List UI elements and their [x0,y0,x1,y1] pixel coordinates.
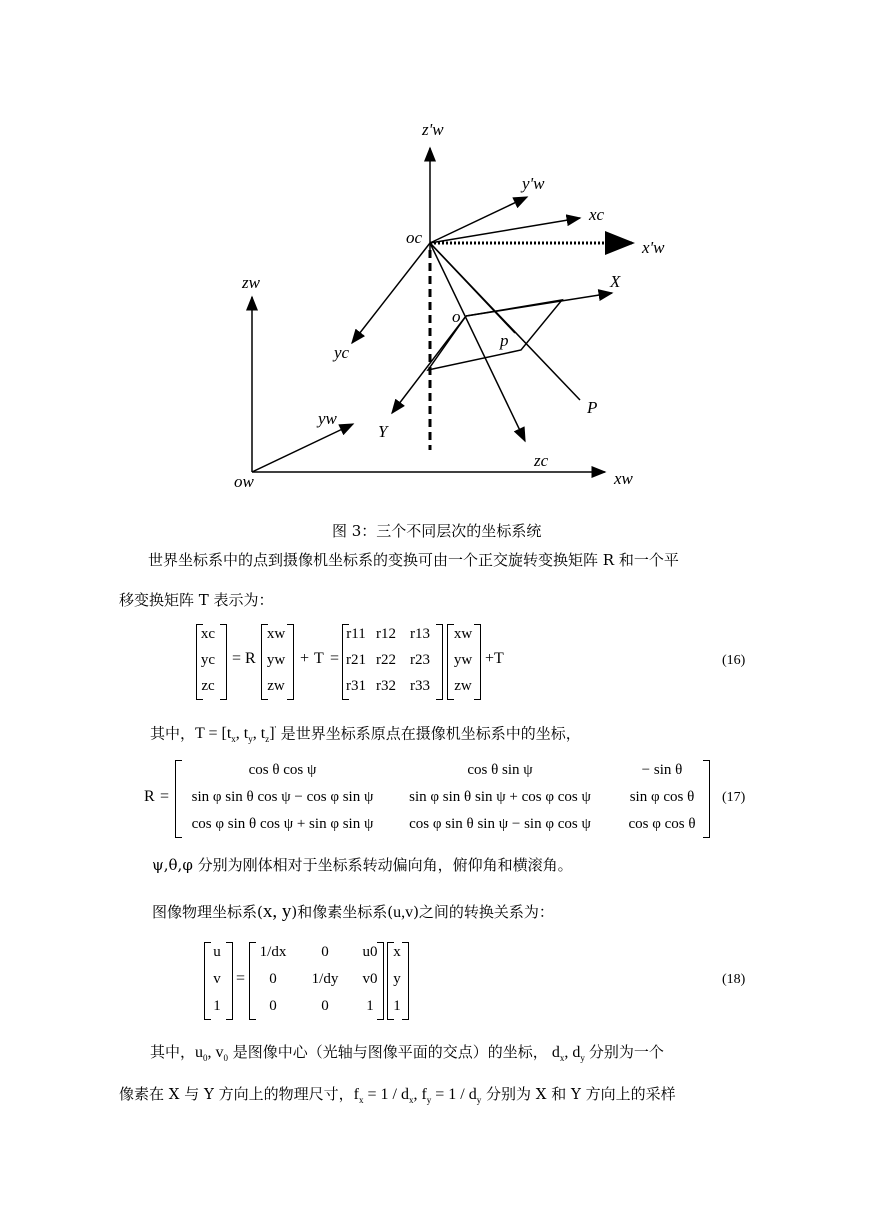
label-yw-prime: y'w [522,174,545,193]
eq17-r12: cos θ sin ψ [467,762,533,778]
eq16-r32: r32 [376,678,396,694]
label-zc: zc [534,451,549,470]
label-yw: yw [318,409,337,428]
xc-axis [430,218,580,243]
label-Y: Y [378,422,388,441]
eq17-r11: cos θ cos ψ [248,762,317,778]
para-6: 像素在 X 与 Y 方向上的物理尺寸，$f_x = 1 / d_x$, $f_y = 1 / d_y$ 分别为 X 和 Y 方向上的采样 [119,1085,676,1106]
equation-17: R = cos θ cos ψ cos θ sin ψ − sin θ sin φ sin θ cos ψ − cos φ sin ψ sin φ sin θ sin ψ + cos φ cos ψ sin φ cos θ cos φ sin θ cos ψ + sin φ sin ψ cos φ sin θ sin ψ − sin φ cos ψ cos φ cos θ (17) [0,758,869,840]
eq17-r31: cos φ sin θ cos ψ + sin φ sin ψ [191,816,374,832]
eq16-r13: r13 [410,626,430,642]
eq17-number: (17) [722,790,746,805]
eq16-r22: r22 [376,652,396,668]
eq17-r32: cos φ sin θ sin ψ − sin φ cos ψ [409,816,591,832]
label-P: P [587,398,598,417]
label-xw-prime: x'w [642,238,665,257]
eq18-number: (18) [722,972,746,987]
label-xw: xw [614,469,633,488]
eq18-lhs-3: 1 [213,998,221,1014]
eq18-lhs-2: v [213,971,221,987]
eq16-number: (16) [722,653,746,668]
eq17-r33: cos φ cos θ [628,816,696,832]
label-zw-prime: z'w [422,120,444,139]
label-X: X [610,272,621,291]
eq18-k33: 1 [366,998,374,1014]
para-1-line-1: 世界坐标系中的点到摄像机坐标系的变换可由一个正交旋转变换矩阵 R 和一个平 [148,551,679,569]
eq18-rhs-1: x [393,944,401,960]
label-xc: xc [589,205,605,224]
eq16-r33: r33 [410,678,430,694]
label-p: p [500,331,509,350]
para-5: 其中，$u_0$, $v_0$ 是图像中心（光轴与图像平面的交点）的坐标， $d_x$, $d_y$ 分别为一个 [150,1043,664,1064]
eq16-w-1: xw [266,626,286,642]
eq18-k32: 0 [321,998,329,1014]
eq16-lhs-1: xc [200,626,216,642]
figure-caption: 图 3：三个不同层次的坐标系统 [332,522,542,540]
eq18-k21: 0 [269,971,277,987]
eq16-lhs-3: zc [201,678,215,694]
coordinate-systems-figure [0,0,869,500]
eq16-T: T [314,650,324,667]
eq18-k11: 1/dx [259,944,287,960]
label-yc: yc [334,343,350,362]
eq16-r21: r21 [346,652,366,668]
eq18-k13: u0 [362,944,378,960]
label-o: o [452,307,461,326]
eq16-lhs-2: yc [200,652,216,668]
eq17-r21: sin φ sin θ cos ψ − cos φ sin ψ [191,789,374,805]
label-ow: ow [234,472,254,491]
eq18-k22: 1/dy [311,971,339,987]
eq18-rhs-2: y [393,971,401,987]
equation-18: u v 1 = 1/dx 0 u0 0 1/dy v0 0 0 1 x y 1 (18) [0,940,869,1022]
para-1-line-2: 移变换矩阵 T 表示为： [119,591,274,609]
eq18-k31: 0 [269,998,277,1014]
eq17-r13: − sin θ [641,762,683,778]
para-2: 其中，$T = [t_x$, $t_y$, $t_z]'$ 是世界坐标系原点在摄像机坐标系中的坐标， [150,724,581,745]
para-4: 图像物理坐标系(x, y)和像素坐标系(u,v)之间的转换关系为： [152,901,554,922]
eq18-rhs-3: 1 [393,998,401,1014]
eq17-r22: sin φ sin θ sin ψ + cos φ cos ψ [409,789,591,805]
eq16-r11: r11 [346,626,366,642]
eq18-k23: v0 [362,971,378,987]
label-oc: oc [406,228,423,247]
equation-16: xc yc zc = R xw yw zw + T = r11 r12 r13 r21 r22 r23 r31 r32 r33 xw yw zw +T (16) [0,620,869,700]
eq17-r23: sin φ cos θ [629,789,695,805]
eq16-r31: r31 [346,678,366,694]
label-zw: zw [242,273,260,292]
eq16-r12: r12 [376,626,396,642]
eq16-w-3: zw [267,678,285,694]
yw-axis [252,424,353,472]
yw-prime-axis [430,197,527,243]
zc-axis [430,243,525,441]
eq16-R: R [245,650,256,667]
eq17-R: R [144,788,155,805]
eq16-w2-3: zw [454,678,472,694]
eq16-w2-2: yw [453,652,473,668]
para-3: ψ,θ,φ 分别为刚体相对于坐标系转动偏向角，俯仰角和横滚角。 [152,856,573,874]
eq18-k12: 0 [321,944,329,960]
eq16-w-2: yw [266,652,286,668]
eq16-w2-1: xw [453,626,473,642]
eq18-lhs-1: u [213,944,221,960]
yc-axis [352,243,430,343]
eq16-r23: r23 [410,652,430,668]
